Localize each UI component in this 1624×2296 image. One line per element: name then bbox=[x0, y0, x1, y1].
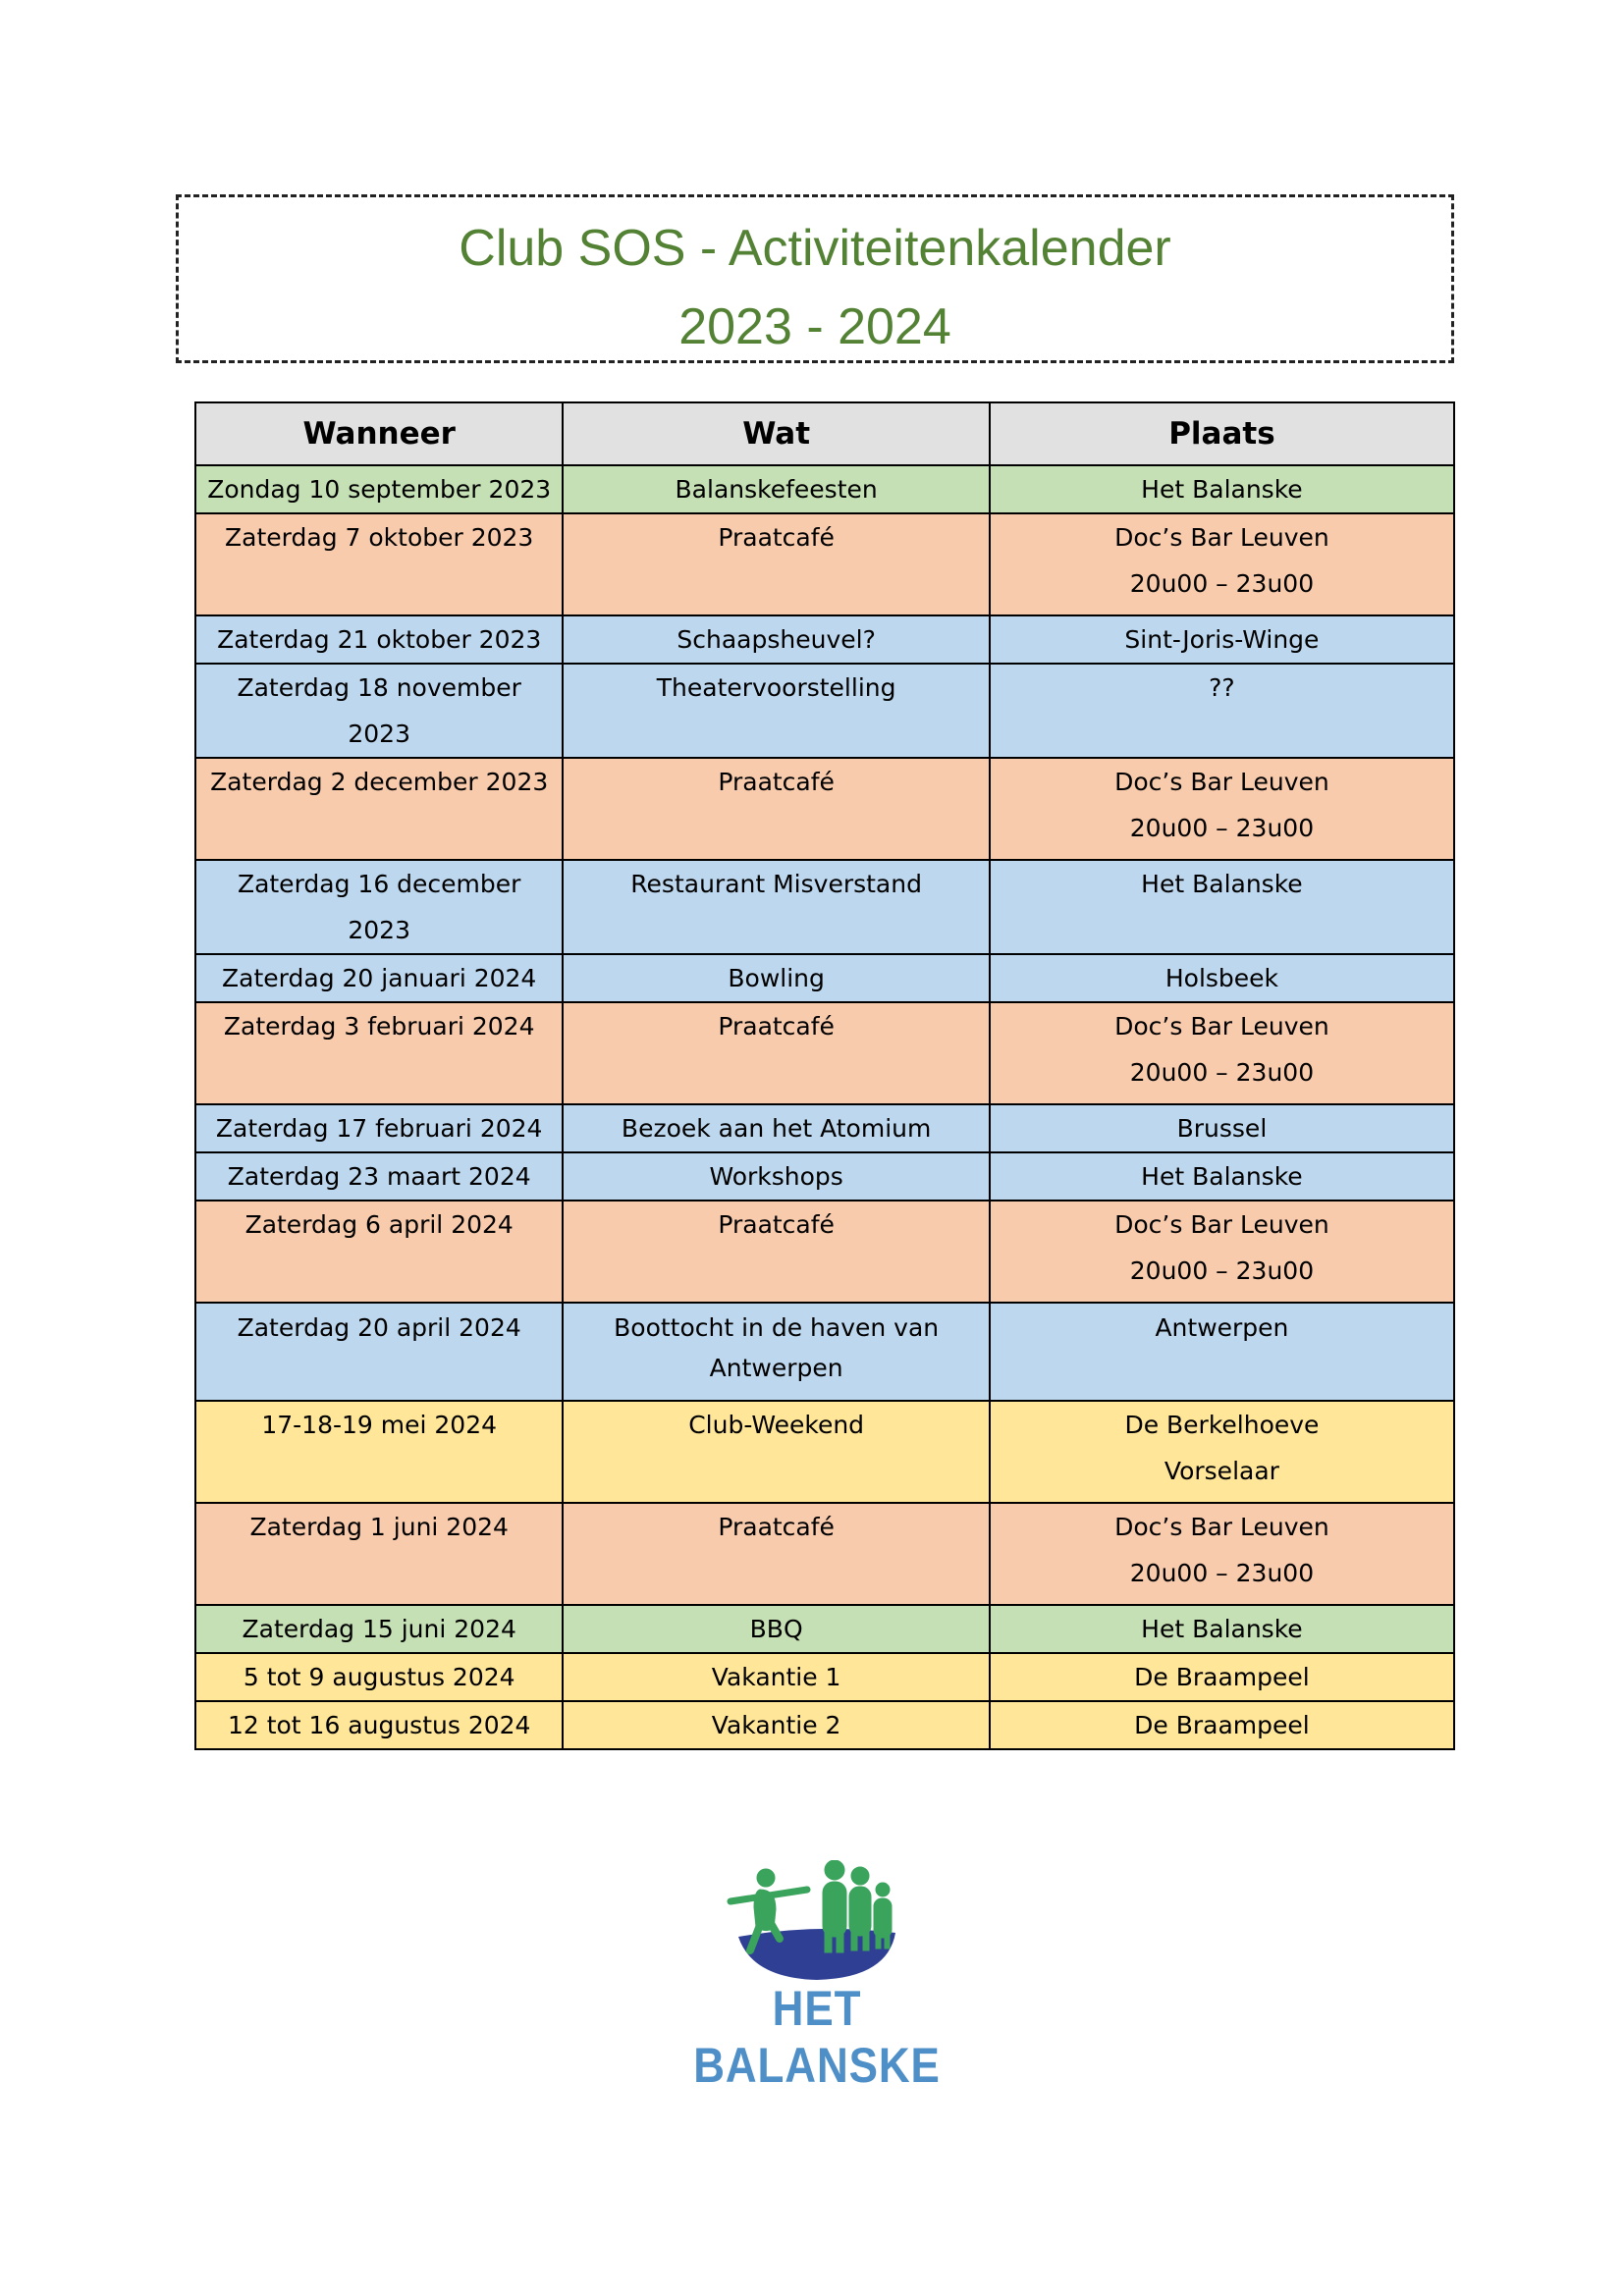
time-line: 20u00 – 23u00 bbox=[1129, 1256, 1315, 1285]
cell-plaats: Sint-Joris-Winge bbox=[990, 615, 1454, 664]
cell-wat: Workshops bbox=[563, 1152, 989, 1201]
cell-wat bbox=[563, 1303, 989, 1401]
table-row bbox=[195, 1503, 1454, 1605]
table-row bbox=[195, 1701, 1454, 1749]
cell-wat: Praatcafé bbox=[563, 1002, 989, 1104]
plaats-line: Doc’s Bar Leuven bbox=[1114, 1513, 1329, 1541]
cell-plaats bbox=[990, 1503, 1454, 1605]
cell-wat: Theatervoorstelling bbox=[563, 664, 989, 758]
cell-wanneer: Zaterdag 18 november 2023 bbox=[195, 664, 563, 758]
cell-wat: Praatcafé bbox=[563, 513, 989, 615]
cell-wat: BBQ bbox=[563, 1605, 989, 1653]
table-row bbox=[195, 664, 1454, 758]
cell-plaats: Brussel bbox=[990, 1104, 1454, 1152]
cell-wanneer: Zaterdag 21 oktober 2023 bbox=[195, 615, 563, 664]
table-row bbox=[195, 860, 1454, 954]
table-row bbox=[195, 1303, 1454, 1401]
time-line: 20u00 – 23u00 bbox=[1129, 1058, 1315, 1087]
cell-plaats bbox=[990, 1201, 1454, 1303]
logo-text: HET BALANSKE bbox=[693, 1981, 941, 2093]
header-plaats: Plaats bbox=[990, 402, 1454, 465]
cell-wat: Club-Weekend bbox=[563, 1401, 989, 1503]
cell-plaats: Het Balanske bbox=[990, 1152, 1454, 1201]
cell-wanneer: Zondag 10 september 2023 bbox=[195, 465, 563, 513]
cell-plaats: De Braampeel bbox=[990, 1701, 1454, 1749]
cell-plaats: Het Balanske bbox=[990, 465, 1454, 513]
cell-plaats bbox=[990, 1401, 1454, 1503]
plaats-line: De Berkelhoeve bbox=[1124, 1411, 1320, 1439]
activity-table bbox=[194, 401, 1455, 1750]
page-subtitle-years: 2023 - 2024 bbox=[678, 298, 951, 355]
title-box bbox=[176, 194, 1454, 363]
cell-wat: Schaapsheuvel? bbox=[563, 615, 989, 664]
plaats-line: Doc’s Bar Leuven bbox=[1114, 1012, 1329, 1041]
table-row bbox=[195, 1653, 1454, 1701]
cell-wanneer: Zaterdag 2 december 2023 bbox=[195, 758, 563, 860]
header-wanneer: Wanneer bbox=[195, 402, 563, 465]
cell-wat: Praatcafé bbox=[563, 1201, 989, 1303]
cell-wanneer: Zaterdag 7 oktober 2023 bbox=[195, 513, 563, 615]
cell-plaats: De Braampeel bbox=[990, 1653, 1454, 1701]
cell-wanneer: Zaterdag 16 december 2023 bbox=[195, 860, 563, 954]
cell-wanneer: Zaterdag 1 juni 2024 bbox=[195, 1503, 563, 1605]
cell-wat: Bowling bbox=[563, 954, 989, 1002]
cell-wanneer: 12 tot 16 augustus 2024 bbox=[195, 1701, 563, 1749]
cell-wanneer: Zaterdag 20 april 2024 bbox=[195, 1303, 563, 1401]
plaats-line: Doc’s Bar Leuven bbox=[1114, 1210, 1329, 1239]
cell-plaats bbox=[990, 1002, 1454, 1104]
cell-wanneer: 17-18-19 mei 2024 bbox=[195, 1401, 563, 1503]
header-wat: Wat bbox=[563, 402, 989, 465]
cell-plaats: Antwerpen bbox=[990, 1303, 1454, 1401]
cell-plaats: Holsbeek bbox=[990, 954, 1454, 1002]
cell-wanneer: Zaterdag 3 februari 2024 bbox=[195, 1002, 563, 1104]
plaats-line: Doc’s Bar Leuven bbox=[1114, 523, 1329, 552]
plaats-line-2: Vorselaar bbox=[1164, 1457, 1279, 1485]
time-line: 20u00 – 23u00 bbox=[1129, 814, 1315, 842]
table-row bbox=[195, 1605, 1454, 1653]
table-row bbox=[195, 1401, 1454, 1503]
cell-wat: Restaurant Misverstand bbox=[563, 860, 989, 954]
cell-wat: Praatcafé bbox=[563, 758, 989, 860]
cell-wanneer: Zaterdag 6 april 2024 bbox=[195, 1201, 563, 1303]
cell-plaats: ?? bbox=[990, 664, 1454, 758]
cell-wat: Praatcafé bbox=[563, 1503, 989, 1605]
cell-plaats: Het Balanske bbox=[990, 1605, 1454, 1653]
table-header-row bbox=[195, 402, 1454, 465]
balance-figures-icon bbox=[670, 1860, 964, 1983]
cell-plaats bbox=[990, 513, 1454, 615]
table-row bbox=[195, 615, 1454, 664]
cell-wanneer: 5 tot 9 augustus 2024 bbox=[195, 1653, 563, 1701]
table-row bbox=[195, 954, 1454, 1002]
cell-wat: Bezoek aan het Atomium bbox=[563, 1104, 989, 1152]
table-row bbox=[195, 758, 1454, 860]
cell-plaats: Het Balanske bbox=[990, 860, 1454, 954]
table-row bbox=[195, 465, 1454, 513]
cell-wanneer: Zaterdag 20 januari 2024 bbox=[195, 954, 563, 1002]
cell-wanneer: Zaterdag 17 februari 2024 bbox=[195, 1104, 563, 1152]
cell-wat: Vakantie 1 bbox=[563, 1653, 989, 1701]
cell-wanneer: Zaterdag 15 juni 2024 bbox=[195, 1605, 563, 1653]
wat-line: Boottocht in de haven van bbox=[614, 1313, 940, 1342]
wat-line-2: Antwerpen bbox=[709, 1354, 843, 1382]
table-row bbox=[195, 513, 1454, 615]
time-line: 20u00 – 23u00 bbox=[1129, 1559, 1315, 1587]
table-row bbox=[195, 1201, 1454, 1303]
het-balanske-logo bbox=[670, 1860, 964, 2093]
table-row bbox=[195, 1002, 1454, 1104]
table-row bbox=[195, 1152, 1454, 1201]
cell-plaats bbox=[990, 758, 1454, 860]
cell-wanneer: Zaterdag 23 maart 2024 bbox=[195, 1152, 563, 1201]
page-title: Club SOS - Activiteitenkalender bbox=[459, 220, 1171, 277]
cell-wat: Balanskefeesten bbox=[563, 465, 989, 513]
plaats-line: Doc’s Bar Leuven bbox=[1114, 768, 1329, 796]
time-line: 20u00 – 23u00 bbox=[1129, 569, 1315, 598]
table-row bbox=[195, 1104, 1454, 1152]
cell-wat: Vakantie 2 bbox=[563, 1701, 989, 1749]
